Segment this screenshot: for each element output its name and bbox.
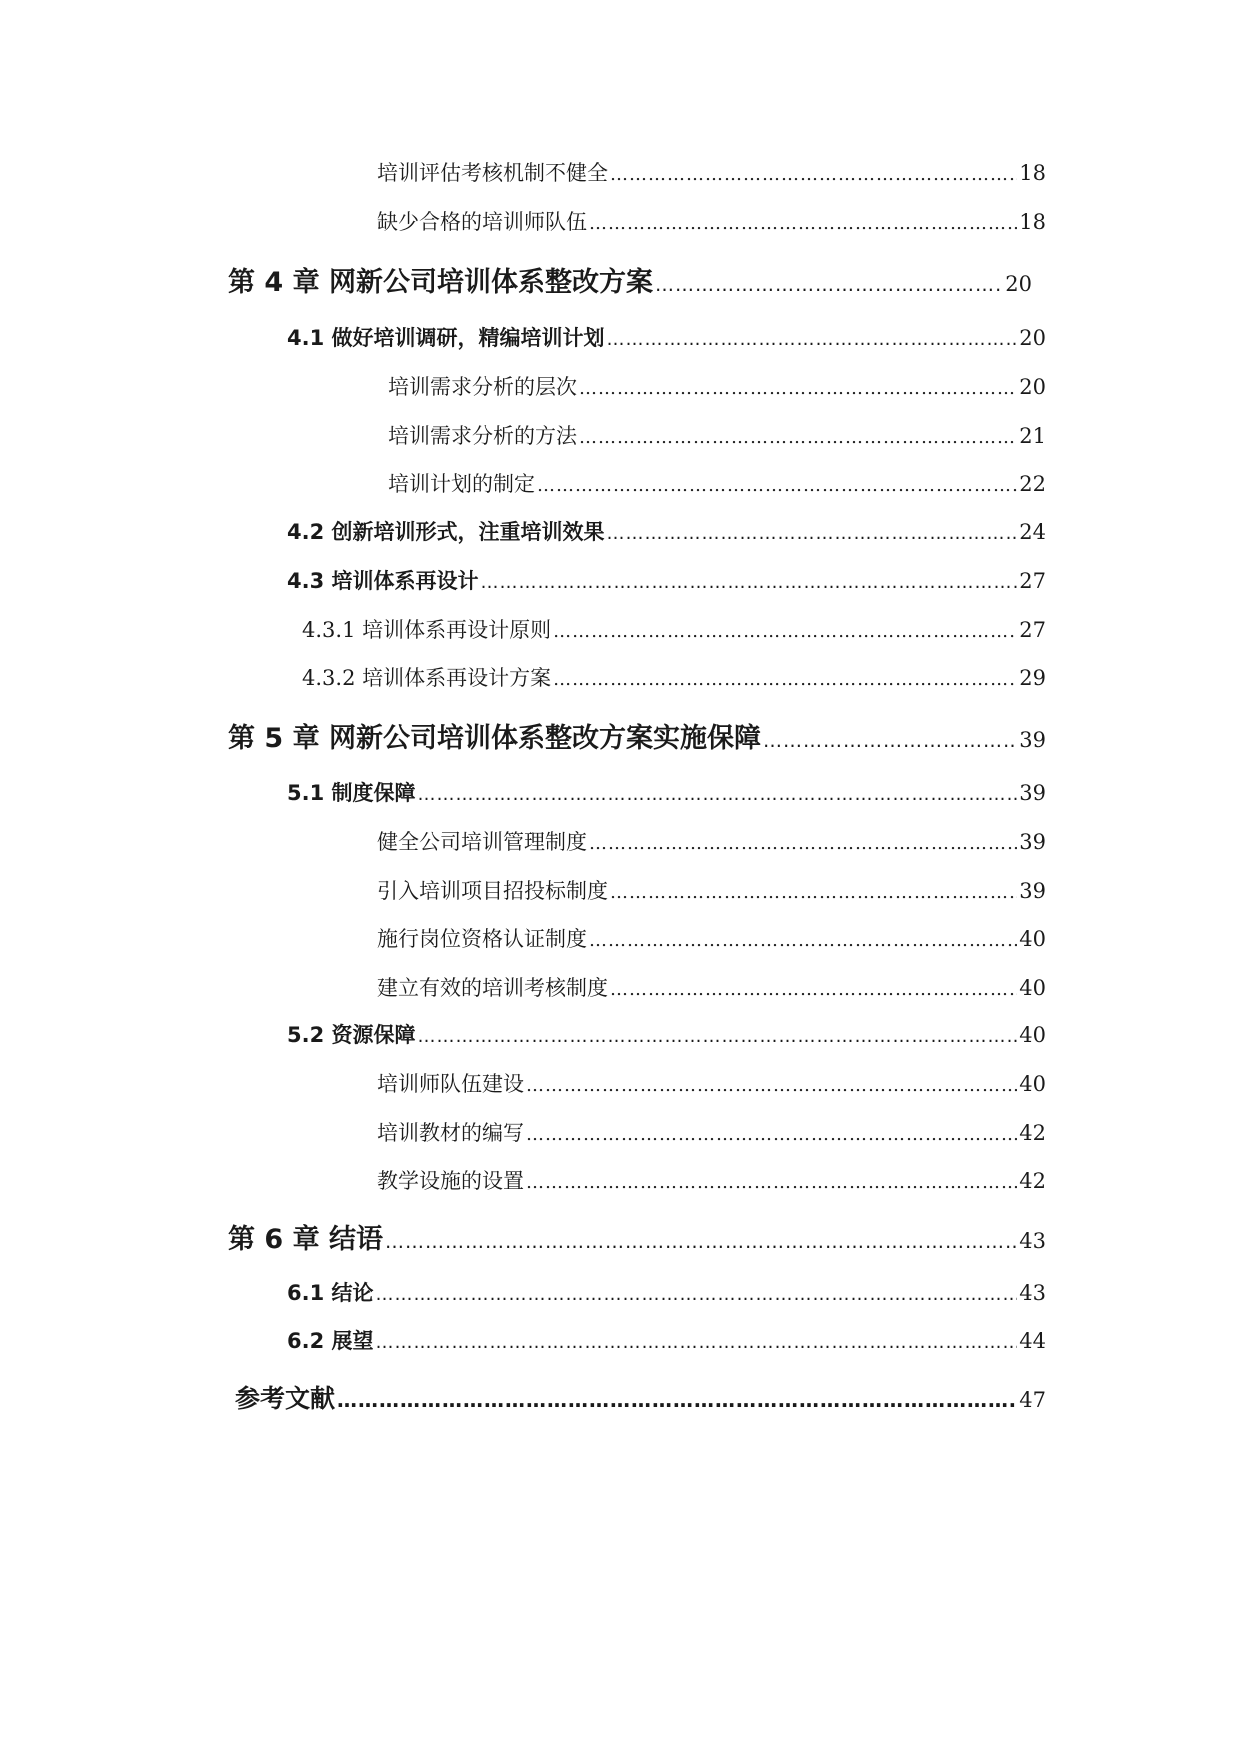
toc-page-number: 39 xyxy=(1019,830,1046,854)
toc-entry-title: 第 4 章 网新公司培训体系整改方案 xyxy=(228,267,653,298)
dot-leader xyxy=(418,1026,1018,1047)
toc-page-number: 44 xyxy=(1019,1329,1046,1353)
toc-entry[interactable] xyxy=(388,468,1046,498)
dot-leader xyxy=(481,572,1018,593)
toc-entry-section[interactable] xyxy=(287,1277,1046,1307)
toc-entry-title: 第 6 章 结语 xyxy=(228,1224,383,1255)
toc-entry-section[interactable] xyxy=(287,1325,1046,1355)
toc-entry-title: 6.2 展望 xyxy=(287,1329,374,1353)
dot-leader xyxy=(376,1284,1018,1305)
dot-leader xyxy=(763,730,1017,752)
toc-page-number: 39 xyxy=(1019,728,1046,752)
dot-leader xyxy=(589,833,1017,854)
toc-page-number: 29 xyxy=(1019,666,1046,690)
toc-entry-title: 施行岗位资格认证制度 xyxy=(377,927,587,951)
toc-entry-section[interactable] xyxy=(287,777,1046,807)
dot-leader xyxy=(526,1124,1017,1145)
toc-entry-section[interactable] xyxy=(287,516,1046,546)
toc-entry-title: 4.2 创新培训形式，注重培训效果 xyxy=(287,520,605,544)
toc-entry-title: 培训师队伍建设 xyxy=(377,1072,524,1096)
toc-entry-title: 第 5 章 网新公司培训体系整改方案实施保障 xyxy=(228,723,761,754)
toc-entry[interactable] xyxy=(377,1068,1046,1098)
toc-page-number: 42 xyxy=(1019,1121,1046,1145)
toc-entry-title: 5.1 制度保障 xyxy=(287,781,416,805)
toc-entry-title: 4.1 做好培训调研，精编培训计划 xyxy=(287,326,605,350)
toc-entry-section[interactable] xyxy=(287,1019,1046,1049)
dot-leader xyxy=(579,427,1017,448)
toc-page-number: 18 xyxy=(1019,210,1046,234)
toc-entry-title: 5.2 资源保障 xyxy=(287,1023,416,1047)
toc-page-number: 18 xyxy=(1019,161,1046,185)
toc-entry[interactable] xyxy=(302,662,1046,692)
dot-leader xyxy=(579,378,1017,399)
toc-entry-references[interactable] xyxy=(235,1379,1046,1415)
toc-entry-section[interactable] xyxy=(287,322,1046,352)
toc-page-number: 20 xyxy=(1005,272,1032,296)
dot-leader xyxy=(553,669,1017,690)
dot-leader xyxy=(537,475,1017,496)
toc-page-number: 40 xyxy=(1019,1072,1046,1096)
dot-leader xyxy=(610,164,1017,185)
dot-leader xyxy=(418,784,1018,805)
toc-entry-title: 培训需求分析的层次 xyxy=(388,375,577,399)
toc-entry[interactable] xyxy=(388,420,1046,450)
dot-leader xyxy=(607,329,1018,350)
toc-entry[interactable] xyxy=(377,1117,1046,1147)
toc-entry-title: 4.3.1 培训体系再设计原则 xyxy=(302,618,552,642)
toc-page-number: 20 xyxy=(1019,375,1046,399)
toc-entry[interactable] xyxy=(377,157,1046,187)
toc-entry-section[interactable] xyxy=(287,565,1046,595)
toc-entry-title: 4.3 培训体系再设计 xyxy=(287,569,479,593)
toc-entry-title: 培训评估考核机制不健全 xyxy=(377,161,608,185)
toc-page-number: 27 xyxy=(1019,618,1046,642)
toc-page-number: 39 xyxy=(1019,879,1046,903)
dot-leader xyxy=(553,621,1017,642)
dot-leader xyxy=(376,1332,1018,1353)
toc-entry[interactable] xyxy=(377,972,1046,1002)
toc-entry[interactable] xyxy=(377,826,1046,856)
toc-entry[interactable] xyxy=(377,875,1046,905)
toc-entry-chapter[interactable] xyxy=(228,716,1046,755)
dot-leader xyxy=(610,979,1017,1000)
toc-entry[interactable] xyxy=(377,206,1046,236)
toc-page-number: 20 xyxy=(1019,326,1046,350)
toc-page-number: 40 xyxy=(1019,976,1046,1000)
toc-page-number: 21 xyxy=(1019,424,1046,448)
dot-leader xyxy=(385,1231,1017,1253)
dot-leader xyxy=(589,930,1017,951)
toc-page-number: 27 xyxy=(1019,569,1046,593)
dot-leader xyxy=(337,1388,1017,1412)
toc-entry-title: 培训教材的编写 xyxy=(377,1121,524,1145)
toc-entry-title: 健全公司培训管理制度 xyxy=(377,830,587,854)
toc-page-number: 39 xyxy=(1019,781,1046,805)
toc-entry-title: 缺少合格的培训师队伍 xyxy=(377,210,587,234)
toc-entry-title: 建立有效的培训考核制度 xyxy=(377,976,608,1000)
toc-entry-title: 6.1 结论 xyxy=(287,1281,374,1305)
toc-entry-title: 引入培训项目招投标制度 xyxy=(377,879,608,903)
toc-entry[interactable] xyxy=(377,923,1046,953)
toc-entry-title: 教学设施的设置 xyxy=(377,1169,524,1193)
toc-page-number: 47 xyxy=(1019,1388,1046,1412)
toc-page-number: 43 xyxy=(1019,1229,1046,1253)
dot-leader xyxy=(589,213,1017,234)
toc-entry-title: 4.3.2 培训体系再设计方案 xyxy=(302,666,552,690)
toc-page-number: 40 xyxy=(1019,927,1046,951)
toc-page-number: 22 xyxy=(1019,472,1046,496)
toc-entry-title: 参考文献 xyxy=(235,1384,336,1413)
toc-entry-title: 培训需求分析的方法 xyxy=(388,424,577,448)
toc-entry[interactable] xyxy=(302,614,1046,644)
dot-leader xyxy=(610,882,1017,903)
toc-page-number: 42 xyxy=(1019,1169,1046,1193)
toc-page-number: 40 xyxy=(1019,1023,1046,1047)
toc-entry[interactable] xyxy=(377,1165,1046,1195)
dot-leader xyxy=(526,1075,1017,1096)
toc-entry-chapter[interactable] xyxy=(228,1217,1046,1256)
toc-page-number: 43 xyxy=(1019,1281,1046,1305)
dot-leader xyxy=(655,274,1003,296)
toc-entry-chapter[interactable] xyxy=(228,260,1032,299)
toc-entry-title: 培训计划的制定 xyxy=(388,472,535,496)
dot-leader xyxy=(526,1172,1017,1193)
toc-entry[interactable] xyxy=(388,371,1046,401)
dot-leader xyxy=(607,523,1018,544)
toc-page-number: 24 xyxy=(1019,520,1046,544)
